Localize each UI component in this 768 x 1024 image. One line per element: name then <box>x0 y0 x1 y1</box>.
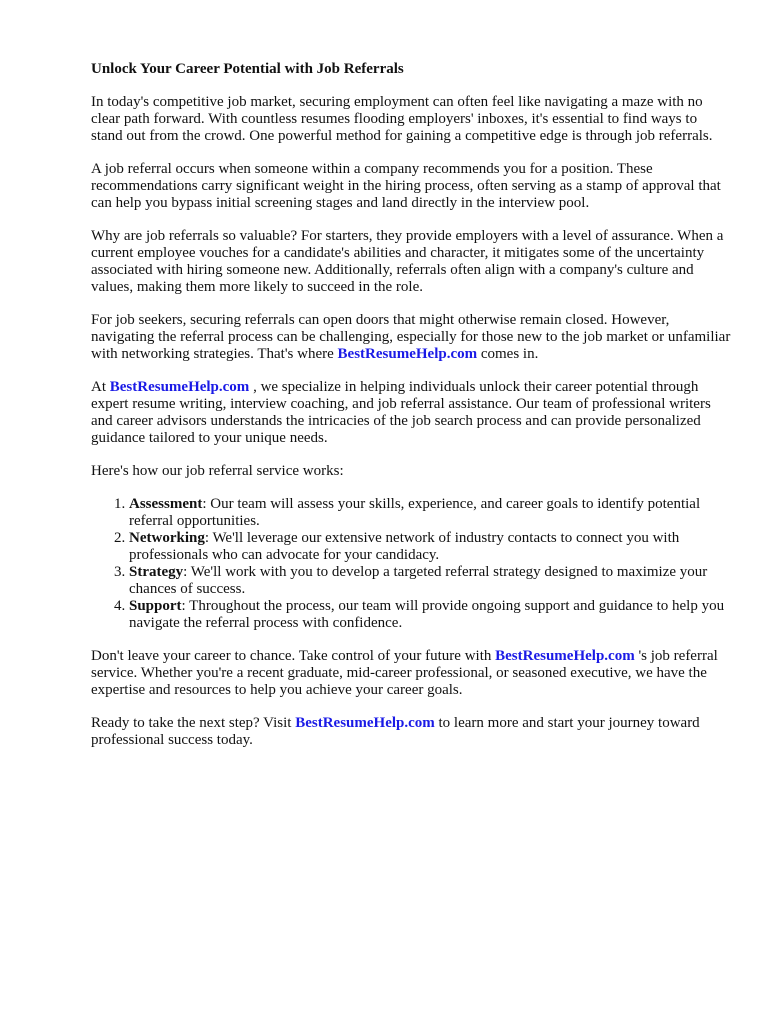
list-item <box>129 564 731 598</box>
paragraph-text: , we specialize in helping individuals unlock their career potential through expert resume writing, interview coaching, and job referral assistance. Our team of professional writers and career advisors understands the intricacies of the job search process and can provide personalized guidance tailored to your unique needs. <box>91 379 711 446</box>
paragraph-text: 's job referral service. Whether you're a recent graduate, mid-career professional, or seasoned executive, we have the expertise and resources to help you achieve your career goals. <box>91 648 718 698</box>
step-term: Support <box>129 598 182 614</box>
paragraph-about <box>91 379 731 447</box>
step-term: Strategy <box>129 564 184 580</box>
paragraph-value: Why are job referrals so valuable? For starters, they provide employers with a level of assurance. When a current employee vouches for a candidate's abilities and character, it mitigates some of the uncertainty associated with hiring someone new. Additionally, referrals often align with a company's culture and values, making them more likely to succeed in the role. <box>91 228 724 295</box>
step-text: : Throughout the process, our team will provide ongoing support and guidance to help you navigate the referral process with confidence. <box>129 598 725 631</box>
bestresumehelp-link[interactable]: BestResumeHelp.com <box>337 346 478 362</box>
paragraph-call-to-action <box>91 648 731 699</box>
paragraph-text: For job seekers, securing referrals can open doors that might otherwise remain closed. However, navigating the referral process can be challenging, especially for those new to the job market or unfamiliar with networking strategies. That's where <box>91 312 731 362</box>
bestresumehelp-link[interactable]: BestResumeHelp.com <box>295 715 435 731</box>
bestresumehelp-link[interactable]: BestResumeHelp.com <box>109 379 250 395</box>
paragraph-job-seekers <box>91 312 731 363</box>
document-page <box>91 61 731 765</box>
step-text: : We'll leverage our extensive network of industry contacts to connect you with professionals who can advocate for your candidacy. <box>129 530 680 563</box>
list-item <box>129 530 731 564</box>
list-item <box>129 496 731 530</box>
paragraph-text: to learn more and start your journey toward professional success today. <box>91 715 700 748</box>
paragraph-intro: In today's competitive job market, securing employment can often feel like navigating a maze with no clear path forward. With countless resumes flooding employers' inboxes, it's essential to find ways to stand out from the crowd. One powerful method for gaining a competitive edge is through job referrals. <box>91 94 713 144</box>
step-text: : Our team will assess your skills, experience, and career goals to identify potential referral opportunities. <box>129 496 701 529</box>
paragraph-text: comes in. <box>477 346 539 362</box>
document-title: Unlock Your Career Potential with Job Referrals <box>91 61 404 77</box>
step-text: : We'll work with you to develop a targeted referral strategy designed to maximize your chances of success. <box>129 564 708 597</box>
step-term: Assessment <box>129 496 203 512</box>
paragraph-text: Ready to take the next step? Visit <box>91 715 296 731</box>
step-term: Networking <box>129 530 205 546</box>
paragraph-text: At <box>91 379 110 395</box>
paragraph-text: Don't leave your career to chance. Take control of your future with <box>91 648 496 664</box>
list-item <box>129 598 731 632</box>
steps-list <box>91 496 731 632</box>
paragraph-definition: A job referral occurs when someone within a company recommends you for a position. These recommendations carry significant weight in the hiring process, often serving as a stamp of approval that can help you bypass initial screening stages and land directly in the interview pool. <box>91 161 721 211</box>
bestresumehelp-link[interactable]: BestResumeHelp.com <box>495 648 635 664</box>
paragraph-how-it-works: Here's how our job referral service works: <box>91 463 344 479</box>
paragraph-closing <box>91 715 731 749</box>
